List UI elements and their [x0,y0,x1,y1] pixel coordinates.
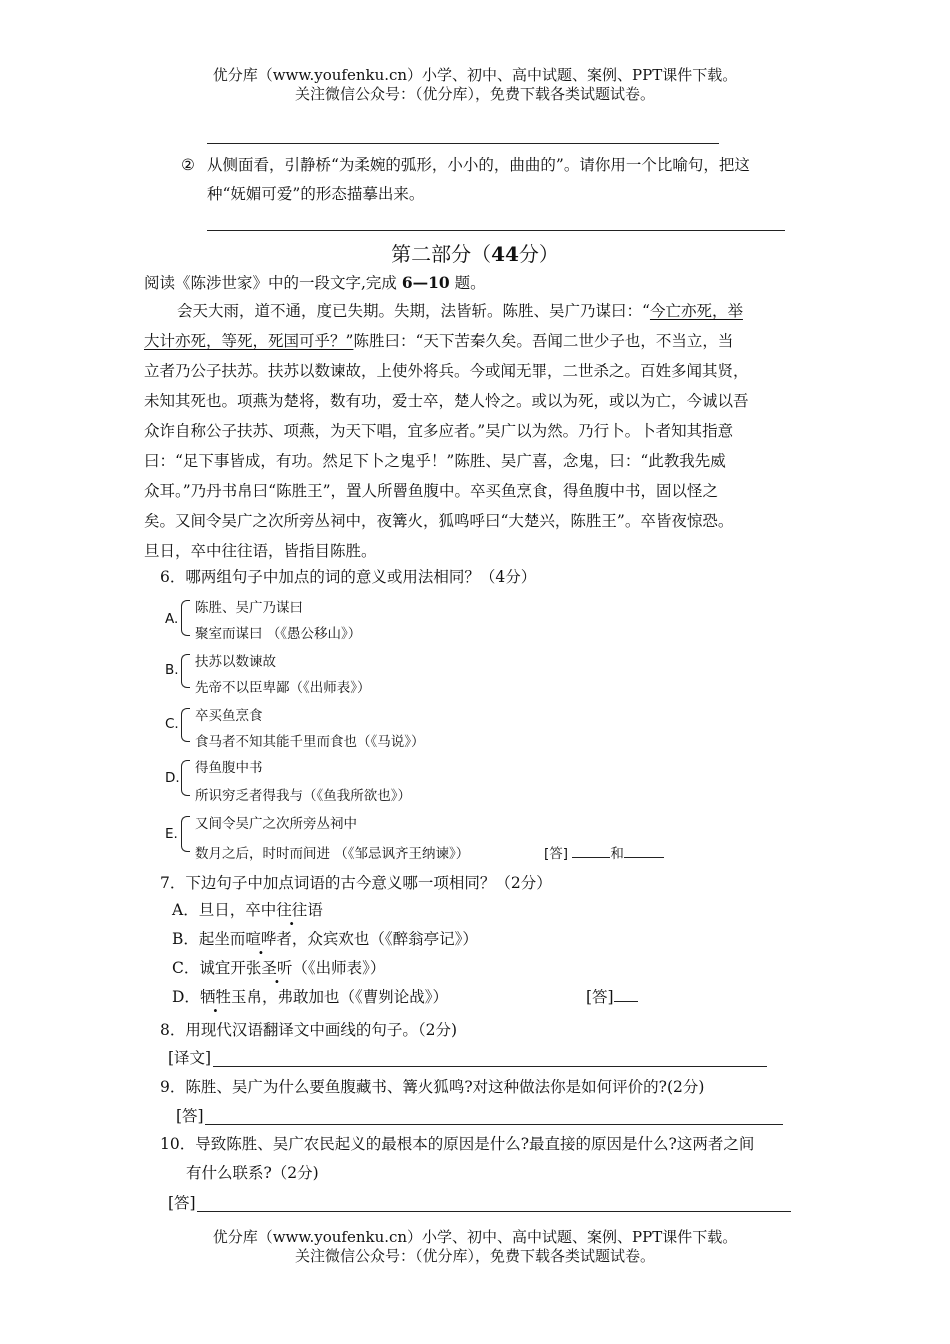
answer-line[interactable] [205,1124,783,1125]
section-title-suffix: 分） [518,242,559,266]
question-6-stem: 6．哪两组句子中加点的词的意义或用法相同？（4分） [160,568,537,586]
dotted-word: 圣听 [261,959,293,977]
answer-label: [答] [586,988,614,1006]
header-line-2: 关注微信公众号：（优分库），免费下载各类试题试卷。 [294,85,655,103]
option-label: C. [165,716,179,732]
option-line-1: 卒买鱼烹食 [195,708,263,724]
option-label: D. [165,770,180,786]
passage-line: 众诈自称公子扶苏、项燕，为天下唱，宜多应者。”吴广以为然。乃行卜。卜者知其指意 [144,422,734,440]
passage [144,296,808,566]
option-text: 者，众宾欢也（《醉翁亭记》） [276,930,478,948]
dotted-word: 牺牲 [199,988,231,1006]
answer-line[interactable] [213,1066,767,1067]
option-label: A. [165,611,179,627]
header-line-1: 优分库（www.youfenku.cn）小学、初中、高中试题、案例、PPT课件下载。 [212,66,738,84]
passage-line: 旦日，卒中往往语，皆指目陈胜。 [144,542,377,560]
question-7-stem: 7．下边句子中加点词语的古今意义哪一项相同？（2分） [160,874,552,892]
page-footer [0,1228,950,1266]
option-line-1: 扶苏以数谏故 [195,654,276,670]
section-score: 44 [491,242,519,266]
passage-line: 立者乃公子扶苏。扶苏以数谏故，上使外将兵。今或闻无罪，二世杀之。百姓多闻其贤， [144,362,749,380]
question-7-option-d [172,987,448,1007]
underlined-sentence: 今亡亦死，举 [649,302,743,320]
section-title-prefix: 第二部分（ [391,242,492,266]
passage-line [144,326,808,356]
brace-icon [181,600,190,636]
question-2-line-1: 从侧面看，引静桥“为柔婉的弧形，小小的，曲曲的”。请你用一个比喻句，把这 [207,156,750,174]
dotted-word: 喧哗 [245,930,277,948]
answer-and: 和 [610,846,624,862]
question-7-answer [586,987,638,1007]
question-7-option-b [172,929,478,949]
option-line-1: 陈胜、吴广乃谋曰 [195,600,303,616]
underlined-sentence: 大计亦死，等死，死国可乎？” [144,332,354,350]
option-text: 玉帛，弗敢加也（《曹刿论战》） [230,988,448,1006]
question-10-stem-line-2: 有什么联系?（2分) [186,1164,319,1182]
question-6-answer [544,842,664,862]
option-text: 语 [307,901,323,919]
question-marker: ② [181,156,195,174]
page-header [0,66,950,104]
question-2-line-2: 种“妩媚可爱”的形态描摹出来。 [207,185,425,203]
option-text: D． [172,988,200,1006]
intro-range: 6—10 [401,273,450,292]
question-10-answer-label: [答] [168,1194,196,1212]
option-line-2: 所识穷乏者得我与（《鱼我所欲也》） [195,788,411,804]
answer-line [207,143,719,144]
question-8-stem: 8．用现代汉语翻译文中画线的句子。（2分) [160,1021,458,1039]
question-10-stem-line-1: 10．导致陈胜、吴广农民起义的最根本的原因是什么?最直接的原因是什么?这两者之间 [160,1135,755,1153]
brace-icon [181,816,190,852]
dotted-word: 往往 [276,901,308,919]
option-text: A．旦日，卒中 [172,901,277,919]
option-line-1: 又间令吴广之次所旁丛祠中 [195,816,357,832]
brace-icon [181,708,190,742]
question-9-stem: 9．陈胜、吴广为什么要鱼腹藏书、篝火狐鸣?对这种做法你是如何评价的?(2分) [160,1078,705,1096]
brace-icon [181,654,190,688]
passage-line: 众耳。”乃丹书帛曰“陈胜王”，置人所罾鱼腹中。卒买鱼烹食，得鱼腹中书，固以怪之 [144,482,719,500]
question-8-answer-label: [译文] [168,1049,212,1067]
option-text: B．起坐而 [172,930,246,948]
option-label: B. [165,662,179,678]
footer-line-1: 优分库（www.youfenku.cn）小学、初中、高中试题、案例、PPT课件下载。 [212,1228,738,1246]
answer-line [207,230,785,231]
intro-prefix: 阅读《陈涉世家》中的一段文字,完成 [144,274,402,292]
answer-blank[interactable] [572,845,610,858]
option-text: （《出师表》） [292,959,386,977]
section-title [0,238,950,267]
option-line-2: 先帝不以臣卑鄙（《出师表》） [195,680,371,696]
question-7-option-a [172,900,323,920]
option-line-2: 食马者不知其能千里而食也（《马说》） [195,734,425,750]
brace-icon [181,760,190,796]
answer-blank[interactable] [624,845,664,858]
footer-line-2: 关注微信公众号：（优分库），免费下载各类试题试卷。 [294,1247,655,1265]
option-text: C．诚宜开张 [172,959,262,977]
option-label: E. [165,826,178,842]
answer-blank[interactable] [614,987,638,1002]
answer-label: [答] [544,846,569,862]
answer-line[interactable] [197,1211,791,1212]
option-line-2: 数月之后，时时而间进 （《邹忌讽齐王纳谏》） [195,846,470,862]
passage-text: 会天大雨，道不通，度已失期。失期，法皆斩。陈胜、吴广乃谋曰：“ [177,302,650,320]
question-7-option-c [172,958,385,978]
passage-line: 矣。又间令吴广之次所旁丛祠中，夜篝火，狐鸣呼曰“大楚兴，陈胜王”。卒皆夜惊恐。 [144,512,734,530]
passage-line: 曰：“足下事皆成，有功。然足下卜之鬼乎！”陈胜、吴广喜，念鬼，曰：“此教我先威 [144,452,726,470]
reading-intro [144,273,486,293]
passage-line [144,296,808,326]
question-9-answer-label: [答] [176,1107,204,1125]
option-line-2: 聚室而谋曰 （《愚公移山》） [195,626,362,642]
option-line-1: 得鱼腹中书 [195,760,263,776]
intro-suffix: 题。 [449,274,486,292]
passage-line: 未知其死也。项燕为楚将，数有功，爱士卒，楚人怜之。或以为死，或以为亡，今诚以吾 [144,392,749,410]
passage-text: 陈胜曰：“天下苦秦久矣。吾闻二世少子也，不当立，当 [353,332,734,350]
